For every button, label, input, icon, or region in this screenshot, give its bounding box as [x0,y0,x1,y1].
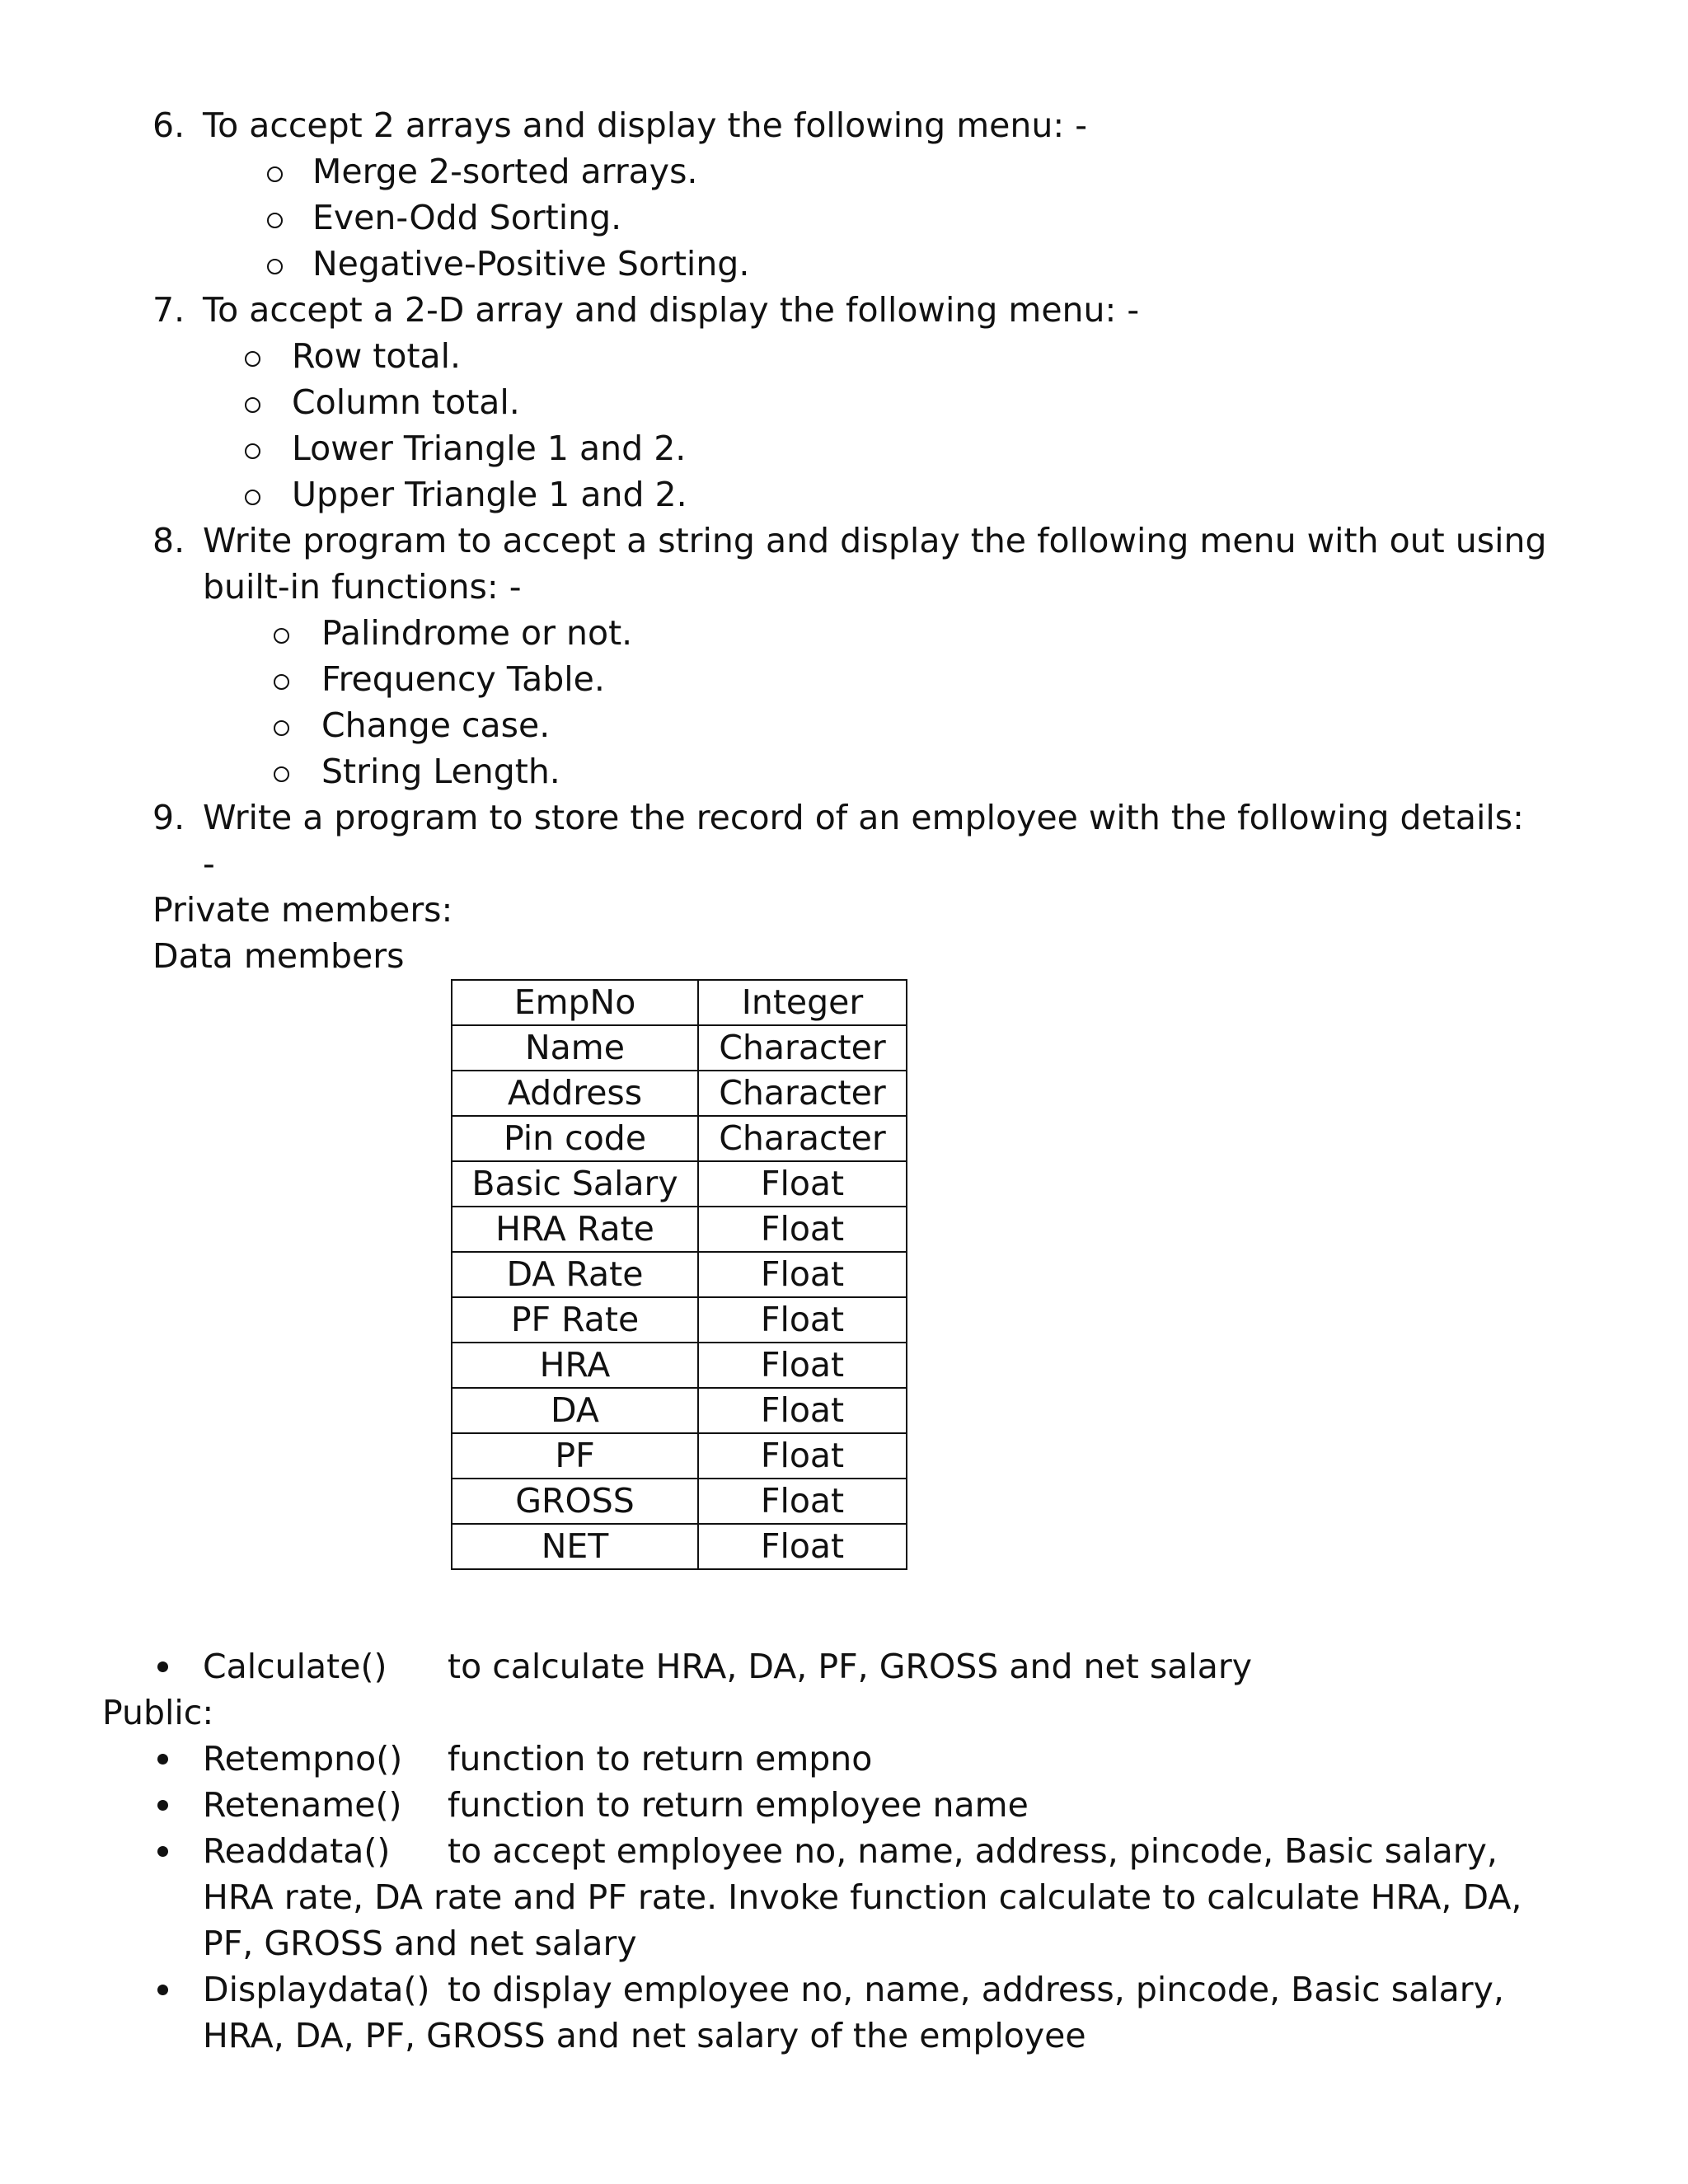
table-row [452,980,907,1025]
table-row [452,1252,907,1297]
function-name: Calculate() [203,1647,387,1686]
member-type-cell: Float [698,1343,907,1388]
list-item: Lower Triangle 1 and 2. [292,429,687,468]
question-7-number: 7. [152,290,185,330]
table-row [452,1433,907,1479]
member-type-cell: Integer [698,980,907,1025]
function-description: to accept employee no, name, address, pincode, Basic salary, [448,1831,1498,1871]
private-members-label: Private members: [152,890,453,930]
bullet-dot-icon [157,1661,168,1672]
member-name-cell: GROSS [452,1479,698,1524]
table-row [452,1025,907,1071]
question-8-text-line1: Write program to accept a string and display the following menu with out using [203,521,1547,560]
member-name-cell: HRA [452,1343,698,1388]
list-item: Negative-Positive Sorting. [312,244,750,284]
list-item: Even-Odd Sorting. [312,198,622,237]
member-name-cell: DA Rate [452,1252,698,1297]
table-row [452,1071,907,1116]
function-name: Retename() [203,1785,402,1825]
bullet-dot-icon [157,1800,168,1811]
list-item: Frequency Table. [321,659,605,699]
bullet-circle-icon [267,166,283,182]
bullet-circle-icon [274,628,289,644]
function-name: Retempno() [203,1739,403,1779]
member-name-cell: EmpNo [452,980,698,1025]
bullet-circle-icon [274,674,289,690]
question-9-number: 9. [152,798,185,837]
member-type-cell: Float [698,1388,907,1433]
function-description: function to return employee name [448,1785,1029,1825]
bullet-circle-icon [267,213,283,228]
member-type-cell: Float [698,1524,907,1569]
public-label: Public: [102,1693,214,1732]
table-row [452,1116,907,1161]
function-description: to display employee no, name, address, pincode, Basic salary, [448,1970,1504,2009]
question-8-text-line2: built-in functions: - [203,567,522,607]
question-9-text-line2: - [203,844,215,883]
table-row [452,1479,907,1524]
question-6-text: To accept 2 arrays and display the following menu: - [203,105,1088,145]
list-item: Column total. [292,382,520,422]
member-type-cell: Float [698,1479,907,1524]
table-row [452,1207,907,1252]
function-description: function to return empno [448,1739,873,1779]
bullet-circle-icon [245,397,260,413]
bullet-circle-icon [274,766,289,782]
member-name-cell: PF [452,1433,698,1479]
member-name-cell: DA [452,1388,698,1433]
member-type-cell: Float [698,1207,907,1252]
function-name: Displaydata() [203,1970,430,2009]
list-item: String Length. [321,752,560,791]
list-item: Palindrome or not. [321,613,633,653]
member-type-cell: Float [698,1161,907,1207]
question-9-text-line1: Write a program to store the record of an employee with the following details: [203,798,1524,837]
member-name-cell: Address [452,1071,698,1116]
list-item: Merge 2-sorted arrays. [312,152,698,191]
member-type-cell: Character [698,1025,907,1071]
member-type-cell: Float [698,1433,907,1479]
function-description-continued: HRA, DA, PF, GROSS and net salary of the employee [203,2016,1086,2055]
data-members-label: Data members [152,936,405,976]
data-members-table [451,979,907,1570]
list-item: Upper Triangle 1 and 2. [292,475,687,514]
function-description-continued: PF, GROSS and net salary [203,1924,637,1963]
member-type-cell: Character [698,1071,907,1116]
function-description-continued: HRA rate, DA rate and PF rate. Invoke function calculate to calculate HRA, DA, [203,1877,1522,1917]
list-item: Change case. [321,705,551,745]
bullet-circle-icon [245,351,260,367]
member-name-cell: PF Rate [452,1297,698,1343]
table-row [452,1343,907,1388]
member-type-cell: Float [698,1252,907,1297]
bullet-circle-icon [267,259,283,274]
function-description: to calculate HRA, DA, PF, GROSS and net salary [448,1647,1252,1686]
function-name: Readdata() [203,1831,391,1871]
table-row [452,1161,907,1207]
member-type-cell: Character [698,1116,907,1161]
list-item: Row total. [292,336,462,376]
member-name-cell: NET [452,1524,698,1569]
bullet-dot-icon [157,1846,168,1857]
table-row [452,1297,907,1343]
member-name-cell: HRA Rate [452,1207,698,1252]
bullet-circle-icon [245,490,260,505]
member-name-cell: Basic Salary [452,1161,698,1207]
bullet-circle-icon [274,720,289,736]
member-name-cell: Name [452,1025,698,1071]
table-row [452,1524,907,1569]
question-6-number: 6. [152,105,185,145]
table-row [452,1388,907,1433]
bullet-dot-icon [157,1985,168,1995]
bullet-dot-icon [157,1754,168,1765]
member-name-cell: Pin code [452,1116,698,1161]
bullet-circle-icon [245,443,260,459]
question-7-text: To accept a 2-D array and display the following menu: - [203,290,1140,330]
member-type-cell: Float [698,1297,907,1343]
question-8-number: 8. [152,521,185,560]
